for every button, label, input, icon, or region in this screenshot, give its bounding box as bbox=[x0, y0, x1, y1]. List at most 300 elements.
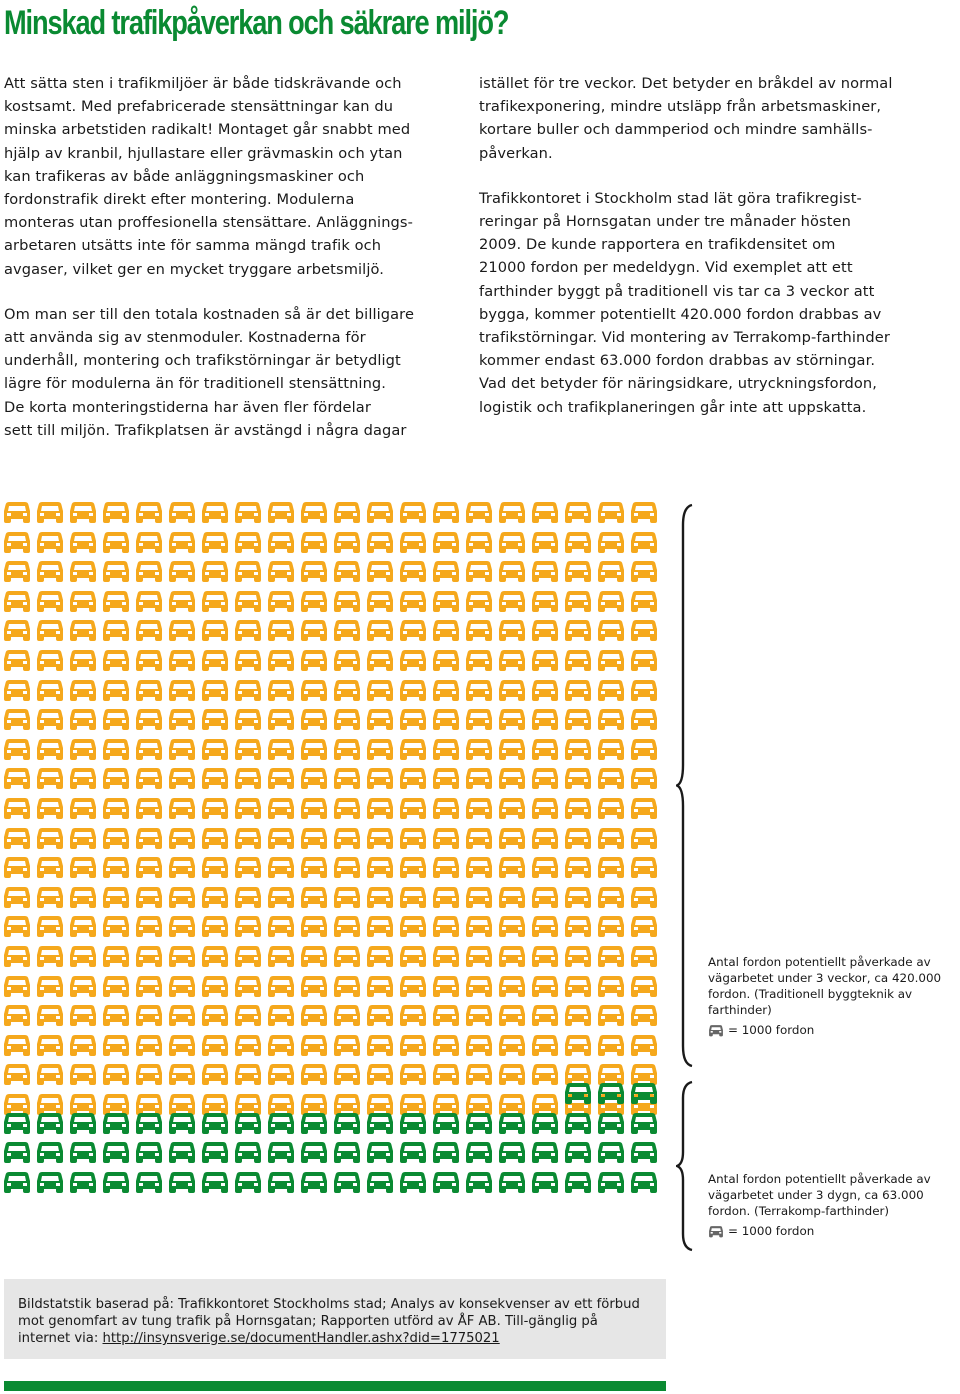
car-icon-traditional bbox=[431, 648, 461, 672]
car-icon-traditional bbox=[497, 855, 527, 879]
car-icon-traditional bbox=[200, 885, 230, 909]
car-icon-traditional bbox=[563, 707, 593, 731]
car-icon-terrakomp bbox=[68, 1111, 98, 1135]
car-icon-traditional bbox=[68, 618, 98, 642]
car-icon-traditional bbox=[167, 1003, 197, 1027]
car-icon-traditional bbox=[2, 500, 32, 524]
car-icon-traditional bbox=[398, 944, 428, 968]
car-icon-traditional bbox=[134, 589, 164, 613]
right-text-column bbox=[479, 72, 949, 441]
car-icon-traditional bbox=[629, 914, 659, 938]
car-icon-traditional bbox=[101, 855, 131, 879]
car-icon-traditional bbox=[200, 707, 230, 731]
car-icon-traditional bbox=[2, 678, 32, 702]
car-icon-traditional bbox=[530, 618, 560, 642]
car-icon-traditional bbox=[200, 914, 230, 938]
car-icon-traditional bbox=[68, 1033, 98, 1057]
car-icon-traditional bbox=[365, 766, 395, 790]
car-icon-terrakomp bbox=[398, 1170, 428, 1194]
car-icon-terrakomp bbox=[68, 1140, 98, 1164]
car-icon-terrakomp bbox=[497, 1170, 527, 1194]
car-icon-traditional bbox=[266, 648, 296, 672]
car-icon-terrakomp bbox=[365, 1170, 395, 1194]
car-icon-traditional bbox=[167, 974, 197, 998]
car-icon-traditional bbox=[596, 589, 626, 613]
car-icon-terrakomp bbox=[596, 1111, 626, 1135]
car-icon-traditional bbox=[299, 500, 329, 524]
car-icon-traditional bbox=[332, 974, 362, 998]
car-icon-traditional bbox=[365, 1003, 395, 1027]
car-icon-traditional bbox=[101, 737, 131, 761]
car-icon-traditional bbox=[134, 1033, 164, 1057]
car-icon-traditional bbox=[299, 707, 329, 731]
car-icon-traditional bbox=[299, 796, 329, 820]
car-icon-traditional bbox=[497, 974, 527, 998]
car-icon-traditional bbox=[596, 914, 626, 938]
car-icon-traditional bbox=[167, 855, 197, 879]
car-icon-traditional bbox=[233, 648, 263, 672]
car-icon-traditional bbox=[134, 885, 164, 909]
right-paragraph-1: istället för tre veckor. Det betyder en bråkdel av normal trafikexponering, mindre utsläpp från arbetsmaskiner, kortare buller och dammperiod och mindre samhälls- påverkan. bbox=[479, 75, 893, 162]
car-icon-traditional bbox=[398, 678, 428, 702]
car-icon-traditional bbox=[497, 589, 527, 613]
car-icon-traditional bbox=[332, 885, 362, 909]
car-icon-terrakomp bbox=[233, 1170, 263, 1194]
bottom-green-bar bbox=[4, 1381, 666, 1391]
car-icon-traditional bbox=[365, 530, 395, 554]
car-icon-traditional bbox=[563, 589, 593, 613]
car-icon-traditional bbox=[530, 796, 560, 820]
car-icon-traditional bbox=[35, 559, 65, 583]
source-box bbox=[4, 1279, 666, 1359]
car-icon-traditional bbox=[200, 826, 230, 850]
car-icon-traditional bbox=[431, 974, 461, 998]
car-icon-traditional bbox=[167, 1062, 197, 1086]
car-icon-traditional bbox=[563, 559, 593, 583]
car-icon-traditional bbox=[530, 944, 560, 968]
car-icon-traditional bbox=[266, 559, 296, 583]
terrakomp-key-label: = 1000 fordon bbox=[728, 1224, 815, 1238]
car-icon-traditional bbox=[233, 589, 263, 613]
car-icon-terrakomp bbox=[530, 1111, 560, 1135]
left-text-column bbox=[4, 72, 474, 464]
car-icon-traditional bbox=[299, 914, 329, 938]
car-icon-terrakomp bbox=[134, 1111, 164, 1135]
car-icon-traditional bbox=[464, 826, 494, 850]
car-icon-traditional bbox=[332, 1062, 362, 1086]
car-icon-traditional bbox=[266, 914, 296, 938]
car-icon-traditional bbox=[200, 530, 230, 554]
traditional-brace bbox=[676, 503, 696, 1068]
source-link[interactable]: http://insynsverige.se/documentHandler.ashx?did=1775021 bbox=[102, 1331, 500, 1346]
car-icon-traditional bbox=[200, 1003, 230, 1027]
car-icon-terrakomp bbox=[365, 1140, 395, 1164]
car-icon-traditional bbox=[167, 707, 197, 731]
car-icon-terrakomp bbox=[35, 1170, 65, 1194]
car-icon-traditional bbox=[530, 500, 560, 524]
car-icon-traditional bbox=[431, 1062, 461, 1086]
car-icon-traditional bbox=[398, 766, 428, 790]
car-icon-traditional bbox=[101, 766, 131, 790]
car-icon-traditional bbox=[2, 1003, 32, 1027]
car-icon-traditional bbox=[431, 944, 461, 968]
car-icon-traditional bbox=[101, 648, 131, 672]
car-icon-terrakomp bbox=[365, 1111, 395, 1135]
car-icon-traditional bbox=[266, 707, 296, 731]
car-icon-traditional bbox=[332, 1033, 362, 1057]
car-icon-traditional bbox=[563, 737, 593, 761]
car-icon-traditional bbox=[134, 648, 164, 672]
car-icon-traditional bbox=[431, 826, 461, 850]
car-icon-traditional bbox=[332, 678, 362, 702]
car-icon-traditional bbox=[365, 914, 395, 938]
car-icon-terrakomp bbox=[35, 1111, 65, 1135]
car-icon-traditional bbox=[530, 737, 560, 761]
car-icon-traditional bbox=[629, 766, 659, 790]
car-icon-traditional bbox=[299, 855, 329, 879]
car-icon-traditional bbox=[629, 707, 659, 731]
car-icon-traditional bbox=[134, 618, 164, 642]
car-icon-traditional bbox=[68, 944, 98, 968]
car-icon-traditional bbox=[233, 796, 263, 820]
car-icon-traditional bbox=[530, 707, 560, 731]
car-icon-traditional bbox=[530, 678, 560, 702]
car-icon-traditional bbox=[68, 1003, 98, 1027]
car-icon-traditional bbox=[68, 914, 98, 938]
car-icon-traditional bbox=[101, 559, 131, 583]
car-icon-traditional bbox=[563, 1003, 593, 1027]
car-icon-traditional bbox=[629, 885, 659, 909]
car-icon-traditional bbox=[398, 826, 428, 850]
car-icon-traditional bbox=[101, 589, 131, 613]
car-icon-traditional bbox=[431, 1003, 461, 1027]
car-icon-traditional bbox=[134, 1062, 164, 1086]
car-icon-traditional bbox=[497, 707, 527, 731]
car-icon-traditional bbox=[266, 855, 296, 879]
car-icon-traditional bbox=[233, 500, 263, 524]
car-icon-traditional bbox=[365, 737, 395, 761]
car-icon-traditional bbox=[398, 559, 428, 583]
car-icon-traditional bbox=[365, 885, 395, 909]
car-icon-traditional bbox=[365, 648, 395, 672]
car-icon-traditional bbox=[530, 559, 560, 583]
car-icon-traditional bbox=[464, 855, 494, 879]
car-icon-traditional bbox=[332, 618, 362, 642]
car-icon-traditional bbox=[2, 559, 32, 583]
car-icon-traditional bbox=[233, 1062, 263, 1086]
car-icon-traditional bbox=[35, 618, 65, 642]
car-icon-traditional bbox=[629, 589, 659, 613]
car-icon-traditional bbox=[431, 589, 461, 613]
car-icon-traditional bbox=[398, 707, 428, 731]
car-icon-traditional bbox=[398, 796, 428, 820]
car-icon-traditional bbox=[200, 737, 230, 761]
car-icon-traditional bbox=[464, 589, 494, 613]
car-icon-traditional bbox=[266, 737, 296, 761]
car-icon-traditional bbox=[299, 974, 329, 998]
car-icon-traditional bbox=[596, 559, 626, 583]
car-icon-terrakomp bbox=[134, 1140, 164, 1164]
car-icon-traditional bbox=[101, 678, 131, 702]
car-icon-traditional bbox=[431, 796, 461, 820]
car-icon-traditional bbox=[167, 766, 197, 790]
car-icon-traditional bbox=[596, 1003, 626, 1027]
page-title: Minskad trafikpåverkan och säkrare miljö? bbox=[4, 4, 509, 42]
car-icon-traditional bbox=[68, 974, 98, 998]
car-icon-traditional bbox=[2, 737, 32, 761]
car-icon-terrakomp bbox=[299, 1140, 329, 1164]
car-icon-terrakomp bbox=[299, 1170, 329, 1194]
car-icon-traditional bbox=[35, 707, 65, 731]
car-icon-terrakomp bbox=[35, 1140, 65, 1164]
car-icon-traditional bbox=[530, 648, 560, 672]
car-icon-traditional bbox=[200, 1062, 230, 1086]
car-icon-traditional bbox=[497, 618, 527, 642]
car-icon-traditional bbox=[68, 678, 98, 702]
car-icon-terrakomp bbox=[233, 1140, 263, 1164]
car-icon-traditional bbox=[35, 589, 65, 613]
car-icon-traditional bbox=[497, 766, 527, 790]
car-icon-traditional bbox=[431, 707, 461, 731]
car-icon-terrakomp bbox=[101, 1170, 131, 1194]
car-icon-traditional bbox=[68, 826, 98, 850]
car-icon-traditional bbox=[431, 914, 461, 938]
car-icon-traditional bbox=[596, 737, 626, 761]
car-icon-traditional bbox=[2, 826, 32, 850]
car-icon-traditional bbox=[299, 766, 329, 790]
car-icon-traditional bbox=[200, 944, 230, 968]
car-icon-traditional bbox=[431, 678, 461, 702]
car-icon-traditional bbox=[431, 618, 461, 642]
car-icon-traditional bbox=[497, 1062, 527, 1086]
car-icon-traditional bbox=[134, 678, 164, 702]
car-icon-traditional bbox=[497, 826, 527, 850]
car-icon-traditional bbox=[299, 1003, 329, 1027]
car-icon-traditional bbox=[497, 530, 527, 554]
car-icon-traditional bbox=[431, 885, 461, 909]
car-icon-traditional bbox=[167, 944, 197, 968]
car-icon-traditional bbox=[101, 530, 131, 554]
car-icon-traditional bbox=[101, 1003, 131, 1027]
car-icon-traditional bbox=[596, 944, 626, 968]
car-icon-traditional bbox=[35, 855, 65, 879]
car-icon-traditional bbox=[530, 1033, 560, 1057]
car-icon-traditional bbox=[629, 648, 659, 672]
car-icon-terrakomp bbox=[431, 1140, 461, 1164]
car-icon-terrakomp bbox=[332, 1170, 362, 1194]
traditional-key-label: = 1000 fordon bbox=[728, 1023, 815, 1037]
car-icon-traditional bbox=[464, 559, 494, 583]
car-icon-traditional bbox=[629, 737, 659, 761]
car-icon-traditional bbox=[299, 885, 329, 909]
car-icon-traditional bbox=[2, 1062, 32, 1086]
car-icon-traditional bbox=[530, 914, 560, 938]
car-icon-traditional bbox=[497, 500, 527, 524]
car-icon-traditional bbox=[68, 500, 98, 524]
car-icon-traditional bbox=[299, 648, 329, 672]
car-icon-terrakomp bbox=[266, 1140, 296, 1164]
car-icon-traditional bbox=[431, 530, 461, 554]
car-icon-terrakomp bbox=[200, 1111, 230, 1135]
car-icon-traditional bbox=[530, 766, 560, 790]
terrakomp-description: Antal fordon potentiellt påverkade av vägarbetet under 3 dygn, ca 63.000 fordon. (Terrakomp-farthinder) bbox=[708, 1172, 931, 1218]
car-icon-traditional bbox=[563, 855, 593, 879]
car-icon-traditional bbox=[530, 826, 560, 850]
car-icon-traditional bbox=[233, 1033, 263, 1057]
car-icon-traditional bbox=[398, 974, 428, 998]
car-icon-terrakomp bbox=[68, 1170, 98, 1194]
source-text: Bildstatstik baserad på: Trafikkontoret Stockholms stad; Analys av konsekvenser av ett förbud mot genomfart av tung trafik på Hornsgatan; Rapporten utförd av ÅF AB. Till-gänglig på internet via: bbox=[18, 1297, 640, 1346]
car-icon-traditional bbox=[464, 618, 494, 642]
car-icon-traditional bbox=[464, 737, 494, 761]
car-icon-traditional bbox=[68, 766, 98, 790]
car-icon-traditional bbox=[167, 826, 197, 850]
car-icon-traditional bbox=[233, 559, 263, 583]
car-icon-traditional bbox=[530, 1062, 560, 1086]
car-icon-traditional bbox=[563, 530, 593, 554]
car-icon-terrakomp bbox=[2, 1111, 32, 1135]
car-icon-traditional bbox=[2, 648, 32, 672]
car-icon-traditional bbox=[101, 1033, 131, 1057]
car-icon-traditional bbox=[563, 885, 593, 909]
car-icon-traditional bbox=[134, 855, 164, 879]
car-icon-traditional bbox=[2, 589, 32, 613]
car-icon-traditional bbox=[398, 530, 428, 554]
car-icon-traditional bbox=[68, 737, 98, 761]
car-icon-terrakomp bbox=[167, 1140, 197, 1164]
car-icon-traditional bbox=[596, 500, 626, 524]
car-icon-traditional bbox=[431, 737, 461, 761]
car-icon-traditional bbox=[596, 826, 626, 850]
car-icon-traditional bbox=[398, 1003, 428, 1027]
car-icon-terrakomp bbox=[167, 1111, 197, 1135]
car-icon-traditional bbox=[266, 944, 296, 968]
car-icon-traditional bbox=[68, 1062, 98, 1086]
car-icon-traditional bbox=[332, 648, 362, 672]
car-icon-traditional bbox=[233, 707, 263, 731]
car-icon-traditional bbox=[365, 678, 395, 702]
car-icon-traditional bbox=[464, 648, 494, 672]
car-icon-traditional bbox=[167, 885, 197, 909]
car-icon-traditional bbox=[266, 589, 296, 613]
car-icon-traditional bbox=[134, 766, 164, 790]
car-icon-traditional bbox=[200, 559, 230, 583]
terrakomp-key bbox=[708, 1223, 960, 1239]
car-icon-terrakomp bbox=[596, 1081, 626, 1105]
car-icon-traditional bbox=[629, 618, 659, 642]
car-icon-traditional bbox=[35, 885, 65, 909]
car-icon-traditional bbox=[365, 500, 395, 524]
car-icon-traditional bbox=[134, 500, 164, 524]
car-icon-traditional bbox=[398, 737, 428, 761]
car-icon-terrakomp bbox=[332, 1111, 362, 1135]
car-icon-terrakomp bbox=[464, 1170, 494, 1194]
car-icon-terrakomp bbox=[332, 1140, 362, 1164]
car-icon-traditional bbox=[398, 914, 428, 938]
car-icon-traditional bbox=[497, 559, 527, 583]
car-icon-traditional bbox=[596, 678, 626, 702]
car-icon-traditional bbox=[596, 618, 626, 642]
car-icon-traditional bbox=[233, 855, 263, 879]
car-icon-traditional bbox=[497, 648, 527, 672]
car-icon-traditional bbox=[101, 707, 131, 731]
car-icon-traditional bbox=[68, 796, 98, 820]
car-icon-traditional bbox=[233, 826, 263, 850]
car-icon-traditional bbox=[200, 855, 230, 879]
car-icon-traditional bbox=[68, 589, 98, 613]
car-icon-traditional bbox=[629, 944, 659, 968]
car-icon-traditional bbox=[2, 707, 32, 731]
car-icon-traditional bbox=[2, 796, 32, 820]
car-icon-traditional bbox=[563, 974, 593, 998]
car-icon-traditional bbox=[101, 826, 131, 850]
car-icon-terrakomp bbox=[398, 1140, 428, 1164]
car-icon-traditional bbox=[101, 618, 131, 642]
car-icon-traditional bbox=[332, 737, 362, 761]
car-icon-traditional bbox=[35, 1003, 65, 1027]
car-icon-terrakomp bbox=[2, 1170, 32, 1194]
car-icon-traditional bbox=[68, 855, 98, 879]
car-icon-traditional bbox=[398, 589, 428, 613]
car-icon-traditional bbox=[563, 678, 593, 702]
car-icon-traditional bbox=[398, 885, 428, 909]
car-icon-traditional bbox=[332, 796, 362, 820]
car-icon-traditional bbox=[200, 648, 230, 672]
car-icon-traditional bbox=[596, 855, 626, 879]
car-icon bbox=[708, 1225, 724, 1238]
car-icon-traditional bbox=[497, 737, 527, 761]
car-icon-traditional bbox=[530, 530, 560, 554]
car-icon-traditional bbox=[266, 796, 296, 820]
car-icon-terrakomp bbox=[596, 1170, 626, 1194]
car-icon-traditional bbox=[2, 885, 32, 909]
car-icon-traditional bbox=[167, 914, 197, 938]
car-icon-terrakomp bbox=[464, 1111, 494, 1135]
car-icon-traditional bbox=[101, 974, 131, 998]
car-icon-traditional bbox=[200, 678, 230, 702]
car-icon-traditional bbox=[35, 648, 65, 672]
car-icon-traditional bbox=[2, 530, 32, 554]
car-icon-traditional bbox=[101, 944, 131, 968]
car-icon-traditional bbox=[167, 530, 197, 554]
car-icon-traditional bbox=[365, 944, 395, 968]
car-icon-traditional bbox=[266, 766, 296, 790]
car-icon-traditional bbox=[35, 678, 65, 702]
car-icon-traditional bbox=[629, 1033, 659, 1057]
car-icon-terrakomp bbox=[563, 1081, 593, 1105]
car-icon-traditional bbox=[134, 974, 164, 998]
car-icon-traditional bbox=[200, 796, 230, 820]
car-icon-traditional bbox=[101, 500, 131, 524]
car-icon-traditional bbox=[497, 885, 527, 909]
car-icon-traditional bbox=[596, 885, 626, 909]
car-icon-traditional bbox=[200, 974, 230, 998]
car-icon-terrakomp bbox=[563, 1140, 593, 1164]
car-icon-traditional bbox=[596, 1033, 626, 1057]
car-icon-traditional bbox=[266, 678, 296, 702]
car-icon-traditional bbox=[596, 796, 626, 820]
terrakomp-legend bbox=[708, 1171, 960, 1239]
car-icon-traditional bbox=[299, 618, 329, 642]
car-icon-traditional bbox=[563, 766, 593, 790]
car-icon-traditional bbox=[266, 826, 296, 850]
car-icon-traditional bbox=[563, 500, 593, 524]
car-icon-traditional bbox=[101, 885, 131, 909]
car-icon-traditional bbox=[134, 530, 164, 554]
car-icon-terrakomp bbox=[266, 1111, 296, 1135]
car-icon-traditional bbox=[101, 914, 131, 938]
car-icon-traditional bbox=[68, 559, 98, 583]
